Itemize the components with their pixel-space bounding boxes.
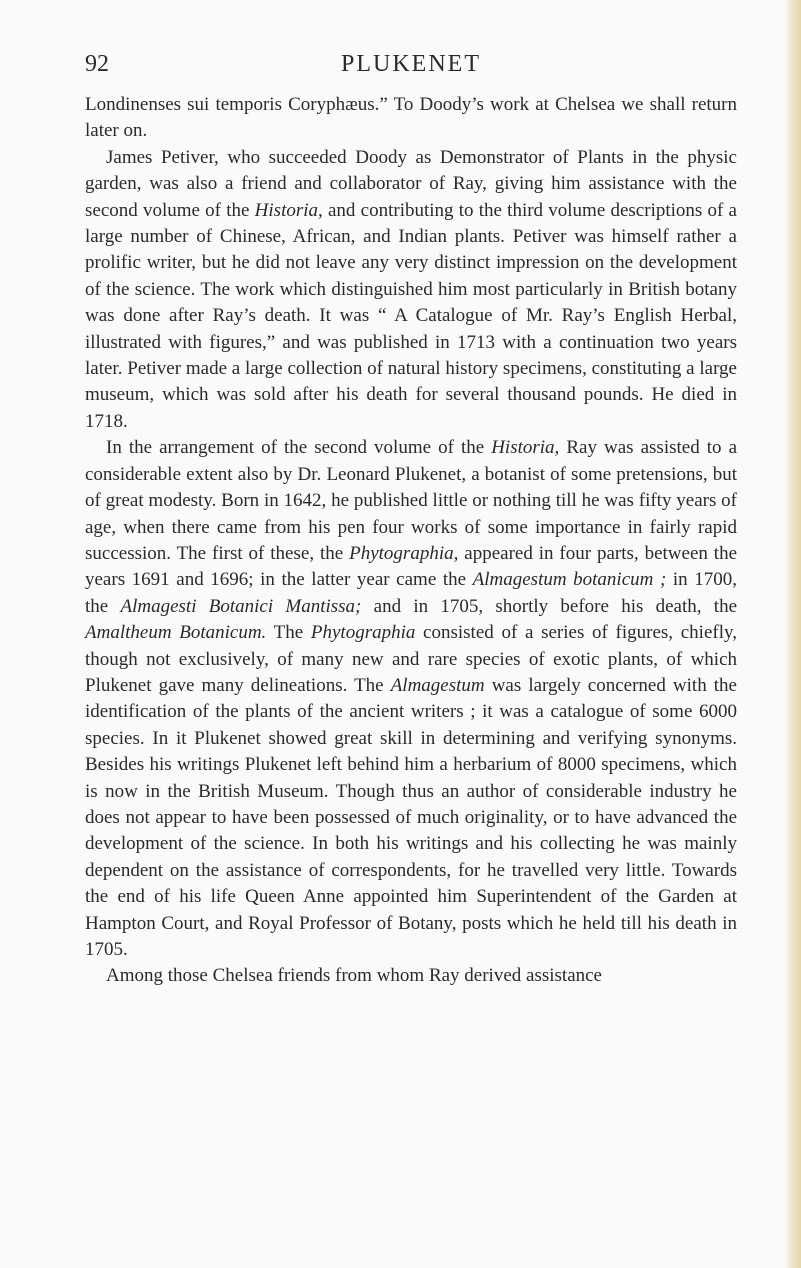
- text-segment: Ray was assisted to a considerable extent also by Dr. Leonard Plukenet, a botanist of some pretensions, but of great modesty. Born in 1642, he published little or nothing till he was fifty years of age, when there came from his pen four works of some importance in fairly rapid succession. The first of these, the: [85, 437, 737, 564]
- italic-title: Phytographia,: [349, 542, 459, 564]
- text-segment: The: [266, 622, 311, 644]
- text-segment: James Petiver, who succeeded Doody as Demonstrator of Plants in the physic garden, was also a friend and collaborator of Ray, giving him assistance with the second volume of the: [85, 146, 737, 221]
- text-segment: was largely concerned with the identification of the plants of the ancient writers ; it was a catalogue of some 6000 species. In it Plukenet showed great skill in determining and verifying synonyms. Besides his writings Plukenet left behind him a herbarium of 8000 specimens, which is now in the British Museum. Though thus an author of considerable industry he does not appear to have been possessed of much originality, or to have advanced the development of the science. In both his writings and his collecting he was mainly dependent on the assistance of correspondents, for he travelled very little. Towards the end of his life Queen Anne appointed him Superintendent of the Garden at Hampton Court, and Royal Professor of Botany, posts which he held till his death in 1705.: [85, 674, 737, 960]
- italic-title: Almagesti Botanici Mantissa;: [120, 595, 362, 617]
- page-header: [85, 42, 737, 92]
- text-segment: appeared in four parts, between the years 1691 and 1696; in the latter year came the: [85, 542, 738, 591]
- book-page: [85, 42, 737, 990]
- paragraph-1: [85, 92, 737, 145]
- text-segment: and in 1705, shortly before his death, the: [361, 595, 737, 617]
- italic-title: Historia,: [491, 437, 560, 459]
- text-segment: and contributing to the third volume descriptions of a large number of Chinese, African, and Indian plants. Petiver was himself rather a prolific writer, but he did not leave any very distinct impression on the development of the science. The work which distinguished him most particularly in British botany was done after Ray’s death. It was “ A Catalogue of Mr. Ray’s English Herbal, illustrated with figures,” and was published in 1713 with a continuation two years later. Petiver made a large collection of natural history specimens, constituting a large museum, which was sold after his death for several thousand pounds. He died in 1718.: [85, 199, 737, 432]
- italic-title: Historia,: [254, 199, 323, 221]
- paragraph-1-text: Londinenses sui temporis Coryphæus.” To Doody’s work at Chelsea we shall return later on.: [85, 94, 737, 142]
- page-number: 92: [85, 51, 109, 77]
- italic-title: Almagestum: [390, 674, 485, 696]
- paragraph-2: [85, 145, 737, 435]
- text-segment: in 1700, the: [85, 569, 737, 617]
- page-edge-shadow: [785, 0, 801, 1268]
- running-head: PLUKENET: [341, 51, 481, 77]
- text-segment: consisted of a series of figures, chiefly, though not exclusively, of many new and rare species of exotic plants, of which Plukenet gave many delineations. The: [85, 622, 738, 696]
- italic-title: Almagestum botanicum ;: [472, 569, 667, 591]
- body-text: [85, 92, 737, 990]
- paragraph-4-text: Among those Chelsea friends from whom Ray derived assistance: [106, 965, 602, 987]
- paragraph-4: [85, 963, 737, 989]
- paragraph-3: [85, 435, 737, 963]
- text-segment: In the arrangement of the second volume of the: [106, 437, 492, 459]
- italic-title: Amaltheum Botanicum.: [85, 622, 267, 644]
- italic-title: Phytographia: [310, 622, 416, 644]
